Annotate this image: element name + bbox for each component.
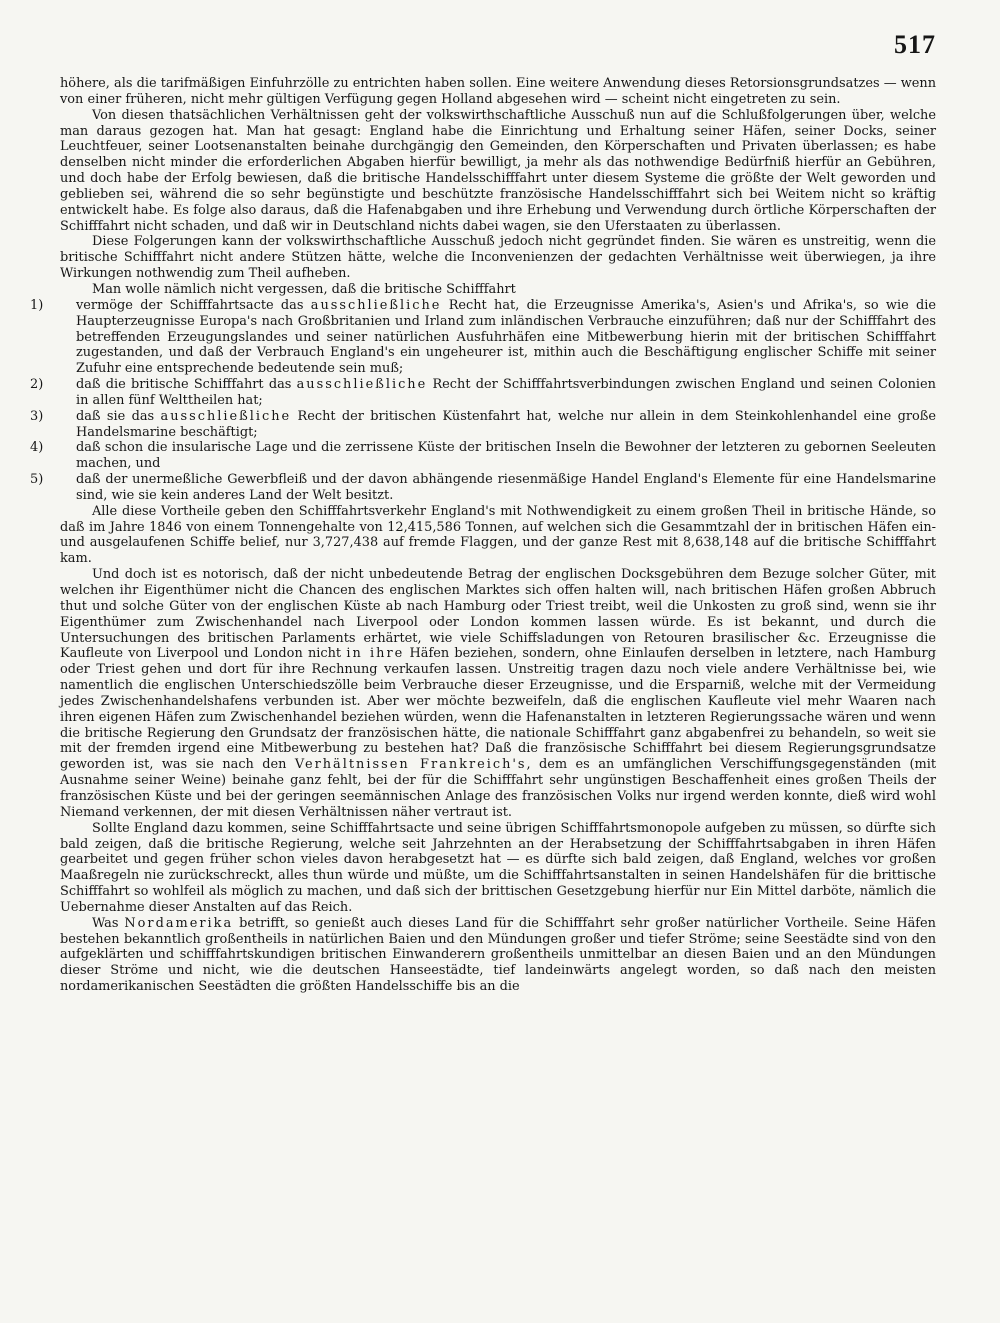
list-item (30, 472, 936, 504)
list-item-number: 4) (30, 440, 44, 456)
page-number: 517 (894, 30, 936, 59)
paragraph (60, 916, 936, 995)
list-item-number: 5) (30, 472, 44, 488)
list-item-text: Recht der britischen Küstenfahrt hat, welche nur allein in dem Steinkohlenhandel eine große Handelsmarine beschäftigt; (76, 408, 936, 440)
emphasized-word: in ihre (346, 646, 405, 662)
emphasized-word: Nordamerika (124, 915, 234, 931)
list-item-text: daß sie das (76, 408, 155, 424)
list-item (30, 408, 936, 441)
paragraph: Von diesen thatsächlichen Verhältnissen geht der volkswirthschaftliche Ausschuß nun auf die Schlußfolgerungen über, welche man daraus gezogen hat. Man hat gesagt: England habe die Einrichtung und Erhaltung seiner Häfen, seiner Docks, seiner Leuchtfeuer, seiner Lootsenanstalten beinahe durchgängig den Gemeinden, den Körperschaften und Privaten überlassen; es habe denselben nicht minder die erforderlichen Abgaben hierfür bewilligt, ja mehr als das nothwendige Bedürfniß hierfür an Gebühren, und doch habe der Erfolg bewiesen, daß die britische Handelsschifffahrt unter diesem Systeme die größte der Welt geworden und geblieben sei, während die so sehr begünstigte und beschützte französische Handelsschifffahrt sich bei Weitem nicht so kräftig entwickelt habe. Es folge also daraus, daß die Hafenabgaben und ihre Erhebung und Verwendung durch örtliche Körperschaften der Schifffahrt nicht schaden, und daß wir in Deutschland nichts dabei wagen, sie den Uferstaaten zu überlassen. (60, 107, 936, 234)
paragraph: Alle diese Vortheile geben den Schifffahrtsverkehr England's mit Nothwendigkeit zu einem großen Theil in britische Hände, so daß im Jahre 1846 von einem Tonnengehalte von 12,415,586 Tonnen, auf welchen sich die Gesammtzahl der in britischen Häfen ein- und ausgelaufenen Schiffe belief, nur 3,727,438 auf fremde Flaggen, und der ganze Rest mit 8,638,148 auf die britische Schifffahrt kam. (60, 503, 936, 567)
list-item-number: 2) (30, 377, 44, 393)
body-text (30, 76, 937, 995)
paragraph: Diese Folgerungen kann der volkswirthschaftliche Ausschuß jedoch nicht gegründet finden. Sie wären es unstreitig, wenn die britische Schifffahrt nicht andere Stützen hätte, welche die Inconvenienzen der gedachten Verhältnisse weit überwiegen, ja ihre Wirkungen nothwendig zum Theil aufheben. (60, 234, 936, 282)
paragraph-text: , dem es an umfänglichen Verschiffungsgegenständen (mit Ausnahme seiner Weine) beinahe ganz fehlt, bei der für die Schifffahrt sehr ungünstigen Beschaffenheit eines großen Theils der französischen Küste und bei der geringen seemännischen Anlage des französischen Volks nur irgend werden konnte, dieß wird wohl Niemand verkennen, der mit diesen Verhältnissen näher vertraut ist. (60, 757, 937, 820)
paragraph: höhere, als die tarifmäßigen Einfuhrzölle zu entrichten haben sollen. Eine weitere Anwendung dieses Retorsionsgrundsatzes — wenn von einer früheren, nicht mehr gültigen Verfügung gegen Holland abgesehen wird — scheint nicht eingetreten zu sein. (60, 76, 936, 107)
paragraph: Sollte England dazu kommen, seine Schifffahrtsacte und seine übrigen Schifffahrtsmonopole aufgeben zu müssen, so dürfte sich bald zeigen, daß die britische Regierung, welche seit Jahrzehnten an der Herabsetzung der Schifffahrtsabgaben in ihren Häfen gearbeitet und gegen früher schon vieles davon herabgesetzt hat — es dürfte sich bald zeigen, daß England, welches vor großen Maaßregeln nie zurückschreckt, alles thun würde und müßte, um die Schifffahrtsanstalten in seinen Handelshäfen für die brittische Schifffahrt so wohlfeil als möglich zu machen, und daß sich der brittischen Gesetzgebung hierfür nur Ein Mittel darböte, nämlich die Uebernahme dieser Anstalten auf das Reich. (60, 820, 936, 915)
paragraph: Man wolle nämlich nicht vergessen, daß die britische Schifffahrt (92, 281, 516, 297)
emphasized-word: ausschließliche (310, 297, 442, 313)
list-item-text: Recht der Schifffahrtsverbindungen zwischen England und seinen Colonien in allen fünf Welttheilen hat; (76, 377, 936, 408)
list-item (30, 440, 936, 472)
list-item (30, 297, 936, 377)
paragraph (60, 567, 936, 821)
emphasized-word: ausschließliche (296, 377, 428, 393)
list-item-text: daß schon die insularische Lage und die zerrissene Küste der britischen Inseln die Bewohner der letzteren zu gebornen Seeleuten machen, und (76, 440, 936, 472)
list-item-text: daß der unermeßliche Gewerbfleiß und der davon abhängende riesenmäßige Handel England's Elemente für eine Handelsmarine sind, wie sie kein anderes Land der Welt besitzt. (76, 472, 936, 503)
emphasized-word: Verhältnissen Frankreich's (294, 757, 527, 773)
list-item (30, 377, 936, 409)
numbered-list (30, 297, 936, 504)
list-item-text: vermöge der Schifffahrtsacte das (76, 297, 304, 313)
list-item-number: 1) (30, 297, 44, 313)
paragraph-text: betrifft, so genießt auch dieses Land für die Schifffahrt sehr großer natürlicher Vortheile. Seine Häfen bestehen bekanntlich großentheils in natürlichen Baien und den Mündungen großer und tiefer Ströme; seine Seestädte sind von den aufgeklärten und schifffahrtskundigen britischen Einwanderern großentheils unmittelbar an diesen Baien und an den Mündungen dieser Ströme und nicht, wie die deutschen Hanseestädte, tief landeinwärts angelegt worden, so daß nach den meisten nordamerikanischen Seestädten die größten Handelsschiffe bis an die (60, 915, 936, 995)
paragraph-text: Was (92, 915, 119, 931)
emphasized-word: ausschließliche (160, 408, 292, 424)
list-item-text: daß die britische Schifffahrt das (76, 377, 292, 393)
paragraph-text: Und doch ist es notorisch, daß der nicht unbedeutende Betrag der englischen Docksgebühren dem Bezuge solcher Güter, mit welchen ihr Eigenthümer nicht die Chancen des englischen Marktes sich offen halten will, nach britischen Häfen großen Abbruch thut und solche Güter von der englischen Küste ab nach Hamburg oder Triest treibt, weil die Unkosten zu groß sind, wenn sie ihr Eigenthümer zum Zwischenhandel nach Liverpool oder London kommen lassen würde. Es ist bekannt, und durch die Untersuchungen des britischen Parlaments erhärtet, wie viele Schiffsladungen von Retouren brasilischer &c. Erzeugnisse die Kaufleute von Liverpool und London nicht (60, 567, 936, 662)
paragraph-text: Häfen beziehen, sondern, ohne Einlaufen derselben in letztere, nach Hamburg oder Triest gehen und dort für ihre Rechnung verkaufen lassen. Unstreitig tragen dazu noch viele andere Verhältnisse bei, wie namentlich die englischen Unterschiedszölle beim Verbrauche dieser Erzeugnisse, und die Ersparniß, welche mit der Vermeidung jedes Zwischenhandelshafens verbunden ist. Aber wer möchte bezweifeln, daß die englischen Kaufleute viel mehr Waaren nach ihren eigenen Häfen zum Zwischenhandel beziehen würden, wenn die Hafenanstalten in letzteren Regierungssache wären und wenn die britische Regierung den Grundsatz der französischen hätte, die nationale Schifffahrt ganz abgabenfrei zu behandeln, so weit sie mit der fremden irgend eine Mitbewerbung zu bestehen hat? Daß die französische Schifffahrt bei diesem Regierungsgrundsatze geworden ist, was sie nach den (60, 646, 936, 773)
list-item-number: 3) (30, 408, 44, 424)
list-item-text: Recht hat, die Erzeugnisse Amerika's, Asien's und Afrika's, so wie die Haupterzeugnisse Europa's nach Großbritanien und Irland zum inländischen Verbrauche einzuführen; daß nur der Schifffahrt des betreffenden Erzeugungslandes und seiner natürlichen Ausfuhrhäfen eine Mitbewerbung hierin mit der britischen Schifffahrt zugestanden, und daß der Verbrauch England's ein ungeheurer ist, mithin auch die Beschäftigung englischer Schiffe mit seiner Zufuhr eine entsprechende bedeutende sein muß; (76, 297, 936, 377)
